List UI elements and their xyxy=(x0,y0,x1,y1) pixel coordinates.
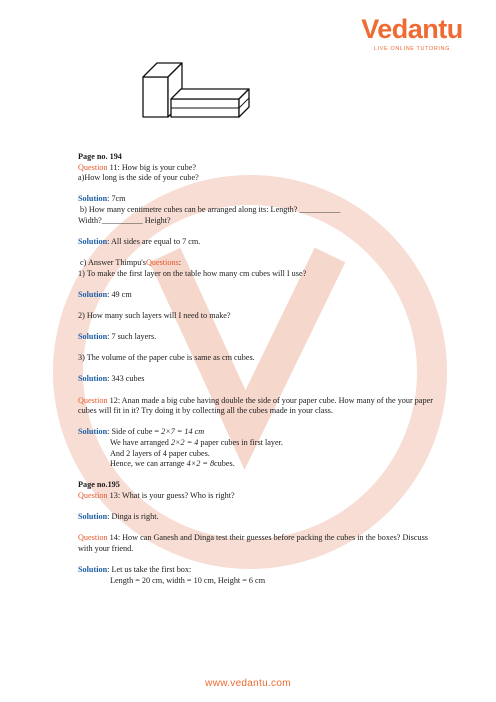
solution-6-line2: We have arranged 2×2 = 4 paper cubes in first layer. xyxy=(110,438,283,448)
solution-label: Solution xyxy=(78,512,108,522)
question-suffix: : xyxy=(178,257,181,267)
solution-5 xyxy=(78,374,438,385)
solution-label: Solution xyxy=(78,565,108,575)
solution-label: Solution xyxy=(78,374,108,384)
question-prefix: c) Answer Thimpu's xyxy=(78,257,146,267)
math-expression: 2×7 = 14 cm xyxy=(161,427,205,437)
solution-6-line3: And 2 layers of 4 paper cubes. xyxy=(110,448,210,458)
question-label: Question xyxy=(78,395,108,405)
solution-label: Solution xyxy=(78,332,108,342)
vedantu-logo xyxy=(358,14,466,52)
question-13 xyxy=(78,491,438,502)
question-11b-line1: b) How many centimetre cubes can be arranged along its: Length? __________ xyxy=(78,204,341,214)
logo-tagline: LIVE ONLINE TUTORING xyxy=(374,46,450,52)
solution-label: Solution xyxy=(78,236,108,246)
solution-8 xyxy=(78,565,438,576)
solution-text: : Side of cube = xyxy=(107,427,162,437)
solution-text: : 49 cm xyxy=(107,289,132,299)
solution-6-line4: Hence, we can arrange 4×2 = 8cubes. xyxy=(110,459,235,469)
solution-text: : Dinga is right. xyxy=(107,512,159,522)
question-11c xyxy=(78,258,438,269)
solution-label: Solution xyxy=(78,289,108,299)
cuboid-figure xyxy=(135,55,260,125)
question-11a: a)How long is the side of your cube? xyxy=(78,173,199,183)
question-text: 13: What is your guess? Who is right? xyxy=(107,491,235,500)
solution-label: Solution xyxy=(78,427,108,437)
document-body xyxy=(78,152,438,586)
question-label: Question xyxy=(78,491,108,500)
footer-website-link[interactable]: www.vedantu.com xyxy=(205,678,291,689)
solution-7 xyxy=(78,512,438,523)
question-14 xyxy=(78,533,438,554)
question-label: Question xyxy=(78,162,108,172)
page-195-heading: Page no.195 xyxy=(78,480,120,490)
question-11c-1: 1) To make the first layer on the table how many cm cubes will I use? xyxy=(78,268,307,278)
solution-label: Solution xyxy=(78,194,108,204)
solution-text: : 343 cubes xyxy=(107,374,145,384)
question-12 xyxy=(78,396,438,417)
solution-4 xyxy=(78,332,438,343)
question-text: 14: How can Ganesh and Dinga test their guesses before packing the cubes in the boxes? Discuss with your friend. xyxy=(78,533,430,553)
question-11 xyxy=(78,163,438,174)
page-194-heading: Page no. 194 xyxy=(78,152,122,161)
solution-text: : 7cm xyxy=(107,194,126,204)
math-expression: 2×2 = 4 xyxy=(170,438,199,448)
question-11c-2: 2) How many such layers will I need to make? xyxy=(78,310,231,320)
solution-text: : 7 such layers. xyxy=(107,332,157,342)
solution-text: : All sides are equal to 7 cm. xyxy=(107,236,201,246)
question-text: 12: Anan made a big cube having double the side of your paper cube. How many of the your paper cubes will fit in it? Try doing it by collecting all the cubes made in your class. xyxy=(78,395,435,416)
solution-8-line2: Length = 20 cm, width = 10 cm, Height = 6 cm xyxy=(110,575,266,585)
solution-3 xyxy=(78,290,438,301)
question-label: Question xyxy=(78,533,108,543)
question-word: Questions xyxy=(145,257,179,267)
math-expression: 4×2 = 8 xyxy=(186,459,215,469)
question-11c-3: 3) The volume of the paper cube is same as cm cubes. xyxy=(78,353,255,363)
solution-6 xyxy=(78,427,438,438)
solution-2 xyxy=(78,237,438,248)
logo-wordmark: Vedantu xyxy=(361,14,463,44)
solution-1 xyxy=(78,194,438,205)
question-11b-line2: Width?__________ Height? xyxy=(78,215,171,225)
solution-text: : Let us take the first box: xyxy=(107,565,192,575)
question-text: 11: How big is your cube? xyxy=(107,162,196,172)
